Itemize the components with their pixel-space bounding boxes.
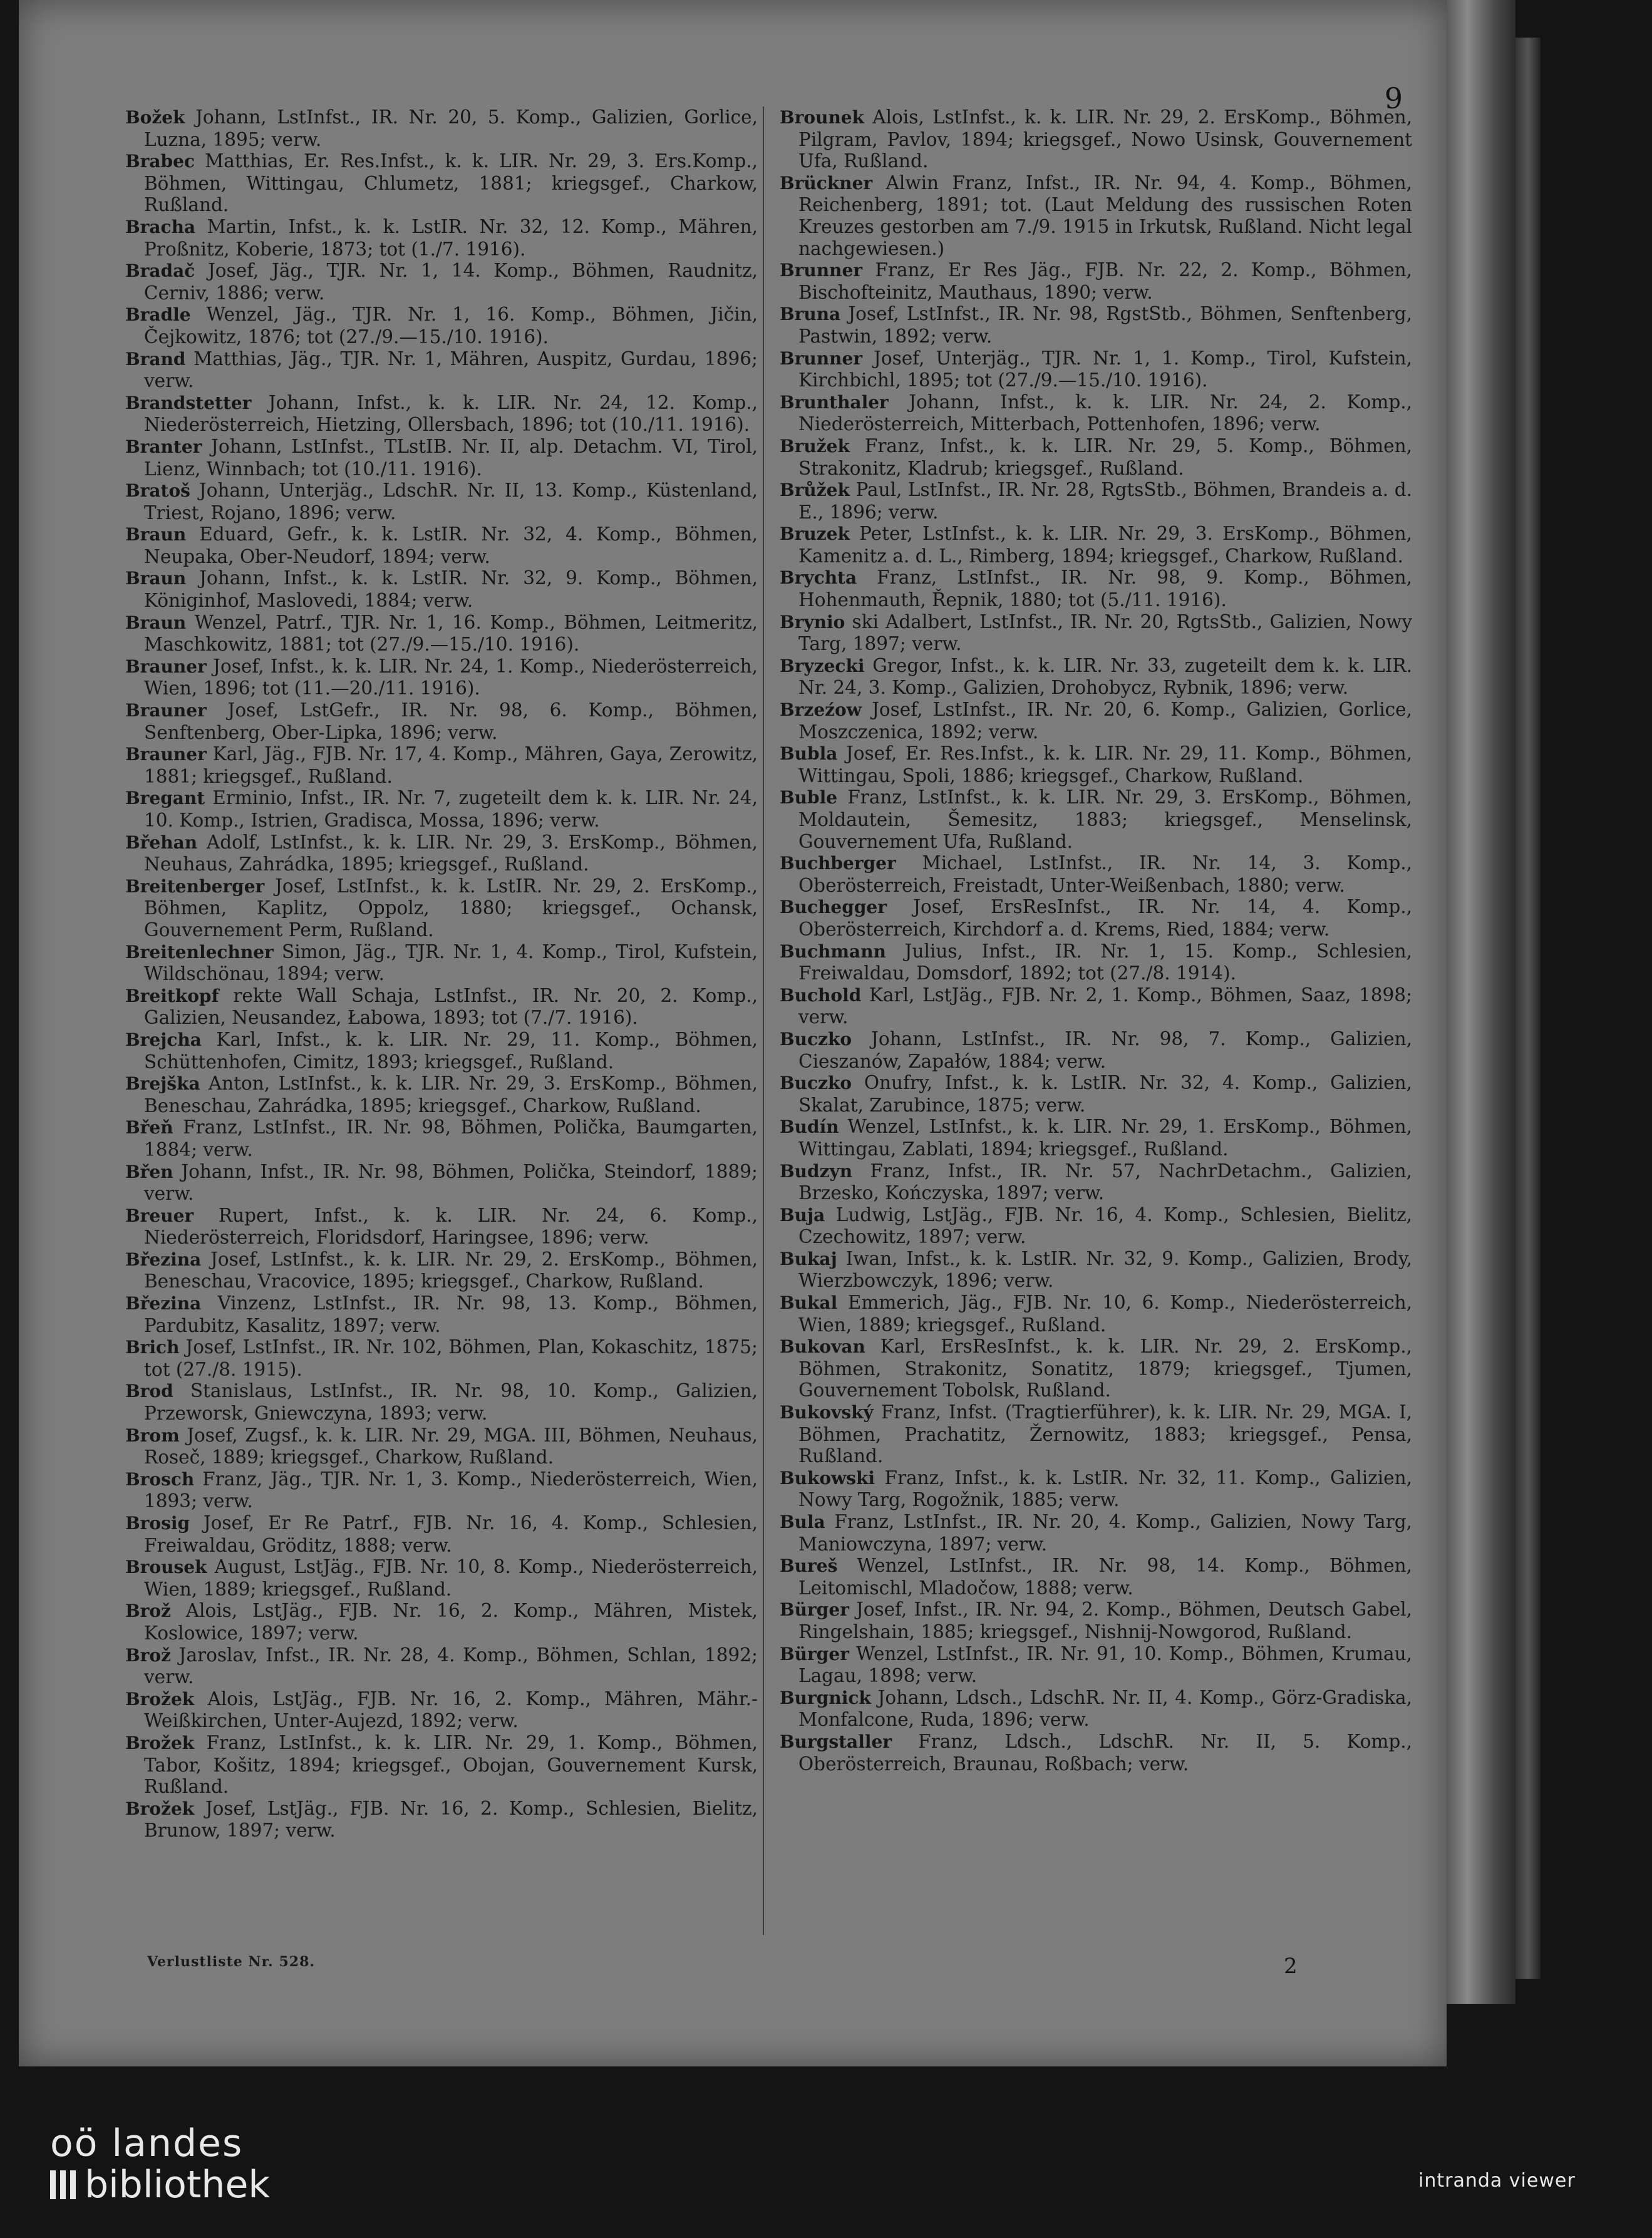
entry-details: Vinzenz, LstInfst., IR. Nr. 98, 13. Komp., Böhmen, Pardubitz, Kasalitz, 1897; verw. [144,1292,758,1336]
entry-details: Karl, ErsResInfst., k. k. LIR. Nr. 29, 2. ErsKomp., Böhmen, Strakonitz, Sonatitz, 1879; kriegsgef., Tjumen, Gouvernement Tobolsk, Rußland. [798,1336,1412,1401]
right-column [780,106,1412,1775]
entry-surname: Buchegger [780,897,887,918]
list-entry [780,172,1412,259]
entry-details: Karl, Jäg., FJB. Nr. 17, 4. Komp., Mähren, Gaya, Zerowitz, 1881; kriegsgef., Rußland. [144,743,758,787]
entry-surname: Brož [125,1644,171,1666]
list-entry [780,743,1412,786]
entry-surname: Braun [125,612,187,633]
entry-surname: Braun [125,568,187,589]
entry-details: Eduard, Gefr., k. k. LstIR. Nr. 32, 4. Komp., Böhmen, Neupaka, Ober-Neudorf, 1894; verw. [144,523,758,567]
list-entry [780,1072,1412,1116]
entry-surname: Brauner [125,656,207,677]
entry-surname: Brynio [780,611,845,632]
list-entry [125,106,758,150]
logo-line-2: bibliothek [85,2163,271,2207]
entry-surname: Brand [125,348,186,369]
entry-details: Johann, Infst., IR. Nr. 98, Böhmen, Polička, Steindorf, 1889; verw. [144,1160,758,1205]
entry-details: Jaroslav, Infst., IR. Nr. 28, 4. Komp., Böhmen, Schlan, 1892; verw. [144,1644,758,1688]
entry-surname: Bürger [780,1599,849,1621]
entry-details: Josef, Infst., IR. Nr. 94, 2. Komp., Böhmen, Deutsch Gabel, Ringelshain, 1885; kriegsgef., Nishnij-Nowgorod, Rußland. [798,1599,1412,1642]
entry-details: Josef, Unterjäg., TJR. Nr. 1, 1. Komp., Tirol, Kufstein, Kirchbichl, 1895; tot (27./9.—15./10. 1916). [798,347,1412,391]
entry-details: Josef, Er Re Patrf., FJB. Nr. 16, 4. Komp., Schlesien, Freiwaldau, Gröditz, 1888; verw. [144,1512,758,1556]
entry-surname: Brožek [125,1732,195,1753]
page-edge-shadow [1515,38,1541,1979]
entry-surname: Buchold [780,984,862,1006]
list-entry [125,1600,758,1644]
entry-surname: Breitkopf [125,985,219,1006]
list-entry [780,1467,1412,1511]
list-entry [780,391,1412,435]
entry-surname: Bradač [125,260,195,282]
entry-surname: Brožek [125,1688,195,1709]
entry-details: Josef, LstInfst., IR. Nr. 102, Böhmen, Plan, Kokaschitz, 1875; tot (27./8. 1915). [144,1336,758,1380]
list-entry [780,611,1412,655]
entry-details: Franz, Ldsch., LdschR. Nr. II, 5. Komp., Oberösterreich, Braunau, Roßbach; verw. [798,1730,1412,1775]
entry-surname: Brosch [125,1468,195,1490]
entry-details: ski Adalbert, LstInfst., IR. Nr. 20, RgtsStb., Galizien, Nowy Targ, 1897; verw. [798,611,1412,655]
entry-surname: Bradle [125,304,191,326]
entry-details: Stanislaus, LstInfst., IR. Nr. 98, 10. Komp., Galizien, Przeworsk, Gniewczyna, 1893; verw. [144,1380,758,1425]
entry-details: Wenzel, Patrf., TJR. Nr. 1, 16. Komp., Böhmen, Leitmeritz, Maschkowitz, 1881; tot (27./9.—15./10. 1916). [144,611,758,656]
page-edge [1447,0,1515,2004]
list-entry [125,699,758,743]
entry-details: Karl, Infst., k. k. LIR. Nr. 29, 11. Komp., Böhmen, Schüttenhofen, Cimitz, 1893; kriegsgef., Rußland. [144,1028,758,1073]
entry-details: Franz, Infst., IR. Nr. 57, NachrDetachm., Galizien, Brzesko, Kończyska, 1897; verw. [798,1160,1412,1204]
list-entry [125,1249,758,1292]
entry-surname: Bratoš [125,480,190,502]
entry-surname: Burgstaller [780,1731,892,1752]
entry-surname: Buczko [780,1073,852,1094]
entry-details: Johann, LstInfst., IR. Nr. 20, 5. Komp., Galizien, Gorlice, Luzna, 1895; verw. [144,106,758,150]
list-entry [125,523,758,567]
entry-details: Wenzel, LstInfst., k. k. LIR. Nr. 29, 1. ErsKomp., Böhmen, Wittingau, Zablati, 1894; kriegsgef., Rußland. [798,1116,1412,1160]
list-entry [125,832,758,875]
list-entry [125,260,758,304]
entry-surname: Brabec [125,151,195,172]
list-entry [780,1511,1412,1555]
entry-details: Josef, LstInfst., IR. Nr. 20, 6. Komp., Galizien, Gorlice, Moszczenica, 1892; verw. [798,699,1412,743]
entry-details: Matthias, Er. Res.Infst., k. k. LIR. Nr. 29, 3. Ers.Komp., Böhmen, Wittingau, Chlumetz, 1881; kriegsgef., Charkow, Rußland. [144,150,758,216]
entry-surname: Brousek [125,1557,207,1578]
entry-details: Gregor, Infst., k. k. LIR. Nr. 33, zugeteilt dem k. k. LIR. Nr. 24, 3. Komp., Galizien, Drohobycz, Rybnik, 1896; verw. [798,654,1412,699]
scanned-page [19,0,1447,2066]
entry-details: Franz, LstInfst., IR. Nr. 98, Böhmen, Polička, Baumgarten, 1884; verw. [144,1116,758,1160]
list-entry [780,1599,1412,1642]
list-entry [780,1292,1412,1336]
entry-surname: Brzeźow [780,699,862,721]
list-entry [780,1643,1412,1687]
entry-details: Peter, LstInfst., k. k. LIR. Nr. 29, 3. ErsKomp., Böhmen, Kamenitz a. d. L., Rimberg, 1894; kriegsgef., Charkow, Rußland. [798,523,1412,567]
entry-surname: Breuer [125,1205,194,1226]
list-entry [125,875,758,941]
list-entry [125,1292,758,1336]
list-entry [780,303,1412,347]
list-entry [780,567,1412,611]
list-entry [780,1336,1412,1401]
list-entry [125,787,758,831]
entry-surname: Břeň [125,1117,173,1138]
entry-surname: Bukovan [780,1336,865,1358]
entry-surname: Brunthaler [780,391,889,413]
entry-details: Julius, Infst., IR. Nr. 1, 15. Komp., Schlesien, Freiwaldau, Domsdorf, 1892; tot (27./8. 1914). [798,940,1412,984]
list-entry [125,985,758,1029]
logo-line-1: oö landes [50,2122,244,2165]
viewer-label: intranda viewer [1418,2170,1576,2192]
entry-details: Wenzel, Jäg., TJR. Nr. 1, 16. Komp., Böhmen, Jičin, Čejkowitz, 1876; tot (27./9.—15./10. 1916). [144,304,758,348]
list-entry [780,1204,1412,1248]
list-entry [780,1028,1412,1072]
entry-details: Josef, Zugsf., k. k. LIR. Nr. 29, MGA. III, Böhmen, Neuhaus, Roseč, 1889; kriegsgef., Charkow, Rußland. [144,1424,758,1468]
entry-surname: Břehan [125,832,198,853]
entry-details: Michael, LstInfst., IR. Nr. 14, 3. Komp., Oberösterreich, Freistadt, Unter-Weißenbach, 1880; verw. [798,852,1412,896]
entry-surname: Bürger [780,1643,849,1664]
logo-line-2-wrap [50,2164,270,2205]
entry-surname: Brauner [125,744,207,765]
entry-surname: Breitenberger [125,875,265,897]
entry-details: Wenzel, LstInfst., IR. Nr. 98, 14. Komp., Böhmen, Leitomischl, Mladočow, 1888; verw. [798,1555,1412,1599]
list-entry [125,348,758,392]
entry-surname: Buchmann [780,941,886,962]
entry-details: Anton, LstInfst., k. k. LIR. Nr. 29, 3. ErsKomp., Böhmen, Beneschau, Zahrádka, 1895; kriegsgef., Charkow, Rußland. [144,1073,758,1116]
entry-details: Josef, Er. Res.Infst., k. k. LIR. Nr. 29, 11. Komp., Böhmen, Wittingau, Spoli, 1886; kriegsgef., Charkow, Rußland. [798,743,1412,786]
entry-details: Alois, LstJäg., FJB. Nr. 16, 2. Komp., Mähren, Mistek, Koslowice, 1897; verw. [144,1600,758,1644]
entry-details: Josef, Jäg., TJR. Nr. 1, 14. Komp., Böhmen, Raudnitz, Cerniv, 1886; verw. [144,260,758,304]
library-logo [50,2123,270,2205]
entry-details: Josef, LstGefr., IR. Nr. 98, 6. Komp., Böhmen, Senftenberg, Ober-Lipka, 1896; verw. [144,699,758,743]
entry-surname: Bružek [780,435,850,456]
list-entry [780,984,1412,1028]
entry-details: Karl, LstJäg., FJB. Nr. 2, 1. Komp., Böhmen, Saaz, 1898; verw. [798,984,1412,1028]
entry-surname: Buble [780,787,838,808]
entry-details: Johann, Infst., k. k. LIR. Nr. 24, 12. Komp., Niederösterreich, Hietzing, Ollersbach, 1896; tot (10./11. 1916). [144,391,758,436]
entry-surname: Brožek [125,1798,195,1819]
entry-details: Franz, Infst., k. k. LIR. Nr. 29, 5. Komp., Böhmen, Strakonitz, Kladrub; kriegsgef., Rußland. [798,435,1412,479]
list-entry [780,1248,1412,1292]
list-entry [780,941,1412,984]
entry-surname: Buja [780,1204,825,1225]
entry-details: Franz, Infst. (Tragtierführer), k. k. LIR. Nr. 29, MGA. I, Böhmen, Prachatitz, Žernowitz, 1883; kriegsgef., Pensa, Rußland. [798,1401,1412,1467]
entry-details: Iwan, Infst., k. k. LstIR. Nr. 32, 9. Komp., Galizien, Brody, Wierzbowczyk, 1896; verw. [798,1247,1412,1292]
entry-surname: Brich [125,1337,180,1358]
entry-surname: Burgnick [780,1687,871,1708]
list-entry [125,1468,758,1512]
list-entry [125,1205,758,1249]
entry-surname: Bracha [125,216,196,237]
list-entry [780,699,1412,743]
list-entry [125,1512,758,1556]
list-entry [780,1160,1412,1204]
entry-details: Josef, LstInfst., k. k. LIR. Nr. 29, 2. ErsKomp., Böhmen, Beneschau, Vracovice, 1895; kriegsgef., Charkow, Rußland. [144,1248,758,1292]
entry-surname: Brunner [780,260,863,281]
entry-surname: Bubla [780,743,838,765]
entry-surname: Bukowski [780,1467,875,1488]
list-entry [125,1116,758,1160]
entry-surname: Brückner [780,172,873,193]
entry-details: Franz, LstInfst., k. k. LIR. Nr. 29, 3. ErsKomp., Böhmen, Moldautein, Šemesitz, 1883; kriegsgef., Menselinsk, Gouvernement Ufa, Rußland. [798,786,1412,852]
entry-details: rekte Wall Schaja, LstInfst., IR. Nr. 20, 2. Komp., Galizien, Neusandez, Łabowa, 1893; tot (7./7. 1916). [144,984,758,1029]
entry-surname: Bryzecki [780,655,865,676]
entry-details: Josef, LstJäg., FJB. Nr. 16, 2. Komp., Schlesien, Bielitz, Brunow, 1897; verw. [144,1797,758,1842]
list-entry [780,1401,1412,1467]
list-entry [125,480,758,523]
list-entry [780,786,1412,852]
entry-details: Wenzel, LstInfst., IR. Nr. 91, 10. Komp., Böhmen, Krumau, Lagau, 1898; verw. [798,1642,1412,1687]
entry-details: Onufry, Infst., k. k. LstIR. Nr. 32, 4. Komp., Galizien, Skalat, Zarubince, 1875; verw. [798,1072,1412,1116]
list-entry [125,150,758,216]
list-entry [125,1161,758,1205]
list-entry [125,743,758,787]
left-column [125,106,758,1842]
entry-surname: Bregant [125,788,205,809]
entry-surname: Brunner [780,348,863,369]
list-entry [780,1555,1412,1599]
entry-details: Franz, LstInfst., IR. Nr. 20, 4. Komp., Galizien, Nowy Targ, Maniowczyna, 1897; verw. [798,1511,1412,1555]
entry-surname: Bula [780,1512,825,1532]
entry-details: Franz, LstInfst., IR. Nr. 98, 9. Komp., Böhmen, Hohenmauth, Řepnik, 1880; tot (5./11. 1916). [798,567,1412,611]
entry-details: Johann, LstInfst., IR. Nr. 98, 7. Komp., Galizien, Cieszanów, Zapałów, 1884; verw. [798,1028,1412,1072]
list-entry [125,436,758,480]
entry-details: Ludwig, LstJäg., FJB. Nr. 16, 4. Komp., Schlesien, Bielitz, Czechowitz, 1897; verw. [798,1204,1412,1248]
entry-surname: Božek [125,107,185,128]
entry-details: Franz, Jäg., TJR. Nr. 1, 3. Komp., Niederösterreich, Wien, 1893; verw. [144,1468,758,1512]
list-entry [780,852,1412,896]
entry-details: Franz, Infst., k. k. LstIR. Nr. 32, 11. Komp., Galizien, Nowy Targ, Rogožnik, 1885; verw. [798,1467,1412,1511]
entry-surname: Bruzek [780,523,850,545]
list-entry [780,655,1412,699]
list-entry [125,656,758,699]
entry-details: Erminio, Infst., IR. Nr. 7, zugeteilt dem k. k. LIR. Nr. 24, 10. Komp., Istrien, Gradisca, Mossa, 1896; verw. [144,787,758,831]
entry-surname: Brom [125,1425,180,1446]
list-entry [125,392,758,436]
entry-details: Matthias, Jäg., TJR. Nr. 1, Mähren, Auspitz, Gurdau, 1896; verw. [144,348,758,392]
entry-surname: Brůžek [780,480,850,501]
entry-surname: Buczko [780,1028,852,1049]
entry-details: Josef, ErsResInfst., IR. Nr. 14, 4. Komp., Oberösterreich, Kirchdorf a. d. Krems, Ried, 1884; verw. [798,896,1412,940]
entry-details: Martin, Infst., k. k. LstIR. Nr. 32, 12. Komp., Mähren, Proßnitz, Koberie, 1873; tot (1./7. 1916). [144,215,758,260]
list-entry [780,435,1412,479]
entry-surname: Buchberger [780,853,896,874]
entry-surname: Breitenlechner [125,941,274,962]
list-entry [125,1644,758,1688]
column-divider [763,106,764,1935]
list-entry [125,567,758,611]
list-entry [125,941,758,985]
entry-surname: Bruna [780,304,841,325]
entry-details: Adolf, LstInfst., k. k. LIR. Nr. 29, 3. ErsKomp., Böhmen, Neuhaus, Zahrádka, 1895; kriegsgef., Rußland. [144,831,758,875]
entry-surname: Bukovský [780,1402,874,1423]
list-entry [125,1029,758,1073]
entry-details: Johann, Infst., k. k. LstIR. Nr. 32, 9. Komp., Böhmen, Königinhof, Maslovedi, 1884; verw. [144,567,758,612]
page-number: 9 [1384,81,1403,115]
list-entry [780,259,1412,303]
entry-details: Franz, Er Res Jäg., FJB. Nr. 22, 2. Komp., Böhmen, Bischofteinitz, Mauthaus, 1890; verw. [798,259,1412,303]
entry-details: Franz, LstInfst., k. k. LIR. Nr. 29, 1. Komp., Böhmen, Tabor, Košitz, 1894; kriegsgef., Obojan, Gouvernement Kursk, Rußland. [144,1731,758,1798]
entry-details: Simon, Jäg., TJR. Nr. 1, 4. Komp., Tirol, Kufstein, Wildschönau, 1894; verw. [144,941,758,985]
entry-details: Johann, LstInfst., TLstIB. Nr. II, alp. Detachm. VI, Tirol, Lienz, Winnbach; tot (10./11. 1916). [144,435,758,480]
list-entry [125,1336,758,1380]
entry-surname: Brejška [125,1073,200,1095]
entry-details: Josef, LstInfst., IR. Nr. 98, RgstStb., Böhmen, Senftenberg, Pastwin, 1892; verw. [798,303,1412,347]
logo-bars-icon [50,2170,76,2199]
list-entry [125,1073,758,1116]
entry-details: Paul, LstInfst., IR. Nr. 28, RgtsStb., Böhmen, Brandeis a. d. E., 1896; verw. [798,479,1412,523]
list-entry [125,216,758,260]
list-entry [125,1732,758,1798]
entry-surname: Budzyn [780,1160,853,1182]
entry-details: Johann, Ldsch., LdschR. Nr. II, 4. Komp., Görz-Gradiska, Monfalcone, Ruda, 1896; verw. [798,1686,1412,1731]
list-entry [125,1556,758,1600]
entry-surname: Brandstetter [125,392,252,413]
entry-details: Johann, Unterjäg., LdschR. Nr. II, 13. Komp., Küstenland, Triest, Rojano, 1896; verw. [144,480,758,523]
entry-surname: Braun [125,524,187,545]
entry-surname: Břen [125,1161,173,1182]
footer-signature-number: 2 [1284,1954,1298,1979]
list-entry [125,1798,758,1842]
entry-surname: Brychta [780,567,857,589]
entry-surname: Brejcha [125,1029,202,1050]
entry-surname: Brosig [125,1513,190,1534]
entry-details: Josef, Infst., k. k. LIR. Nr. 24, 1. Komp., Niederösterreich, Wien, 1896; tot (11.—20./11. 1916). [144,655,758,699]
list-entry [780,1687,1412,1731]
entry-details: Alwin Franz, Infst., IR. Nr. 94, 4. Komp., Böhmen, Reichenberg, 1891; tot. (Laut Meldung des russischen Roten Kreuzes gestorben am 7./9. 1915 in Irkutsk, Rußland. Nicht legal nachgewiesen.) [798,172,1412,259]
list-entry [125,304,758,348]
entry-surname: Bukal [780,1292,838,1314]
list-entry [780,523,1412,567]
entry-details: Johann, Infst., k. k. LIR. Nr. 24, 2. Komp., Niederösterreich, Mitterbach, Pottenhofen, 1896; verw. [798,391,1412,435]
entry-surname: Březina [125,1293,202,1314]
list-entry [780,896,1412,940]
entry-details: August, LstJäg., FJB. Nr. 10, 8. Komp., Niederösterreich, Wien, 1889; kriegsgef., Rußland. [144,1556,758,1600]
list-entry [780,348,1412,391]
entry-surname: Brauner [125,700,207,721]
entry-details: Alois, LstJäg., FJB. Nr. 16, 2. Komp., Mähren, Mähr.-Weißkirchen, Unter-Aujezd, 1892; verw. [144,1688,758,1732]
entry-surname: Brounek [780,107,865,128]
entry-surname: Branter [125,436,202,457]
entry-surname: Budín [780,1116,839,1138]
list-entry [125,1688,758,1732]
list-entry [780,1116,1412,1160]
list-entry [780,106,1412,172]
list-entry [125,1425,758,1468]
entry-surname: Bureš [780,1555,838,1577]
entry-surname: Březina [125,1249,202,1270]
entry-surname: Bukaj [780,1248,837,1269]
entry-surname: Brod [125,1381,173,1402]
list-entry [125,612,758,656]
entry-details: Emmerich, Jäg., FJB. Nr. 10, 6. Komp., Niederösterreich, Wien, 1889; kriegsgef., Rußland. [798,1292,1412,1336]
list-entry [780,479,1412,523]
entry-details: Alois, LstInfst., k. k. LIR. Nr. 29, 2. ErsKomp., Böhmen, Pilgram, Pavlov, 1894; kriegsgef., Nowo Usinsk, Gouvernement Ufa, Rußland. [798,106,1412,172]
entry-details: Rupert, Infst., k. k. LIR. Nr. 24, 6. Komp., Niederösterreich, Floridsdorf, Haringsee, 1896; verw. [144,1204,758,1249]
entry-details: Josef, LstInfst., k. k. LstIR. Nr. 29, 2. ErsKomp., Böhmen, Kaplitz, Oppolz, 1880; kriegsgef., Ochansk, Gouvernement Perm, Rußland. [144,875,758,941]
list-entry [780,1731,1412,1775]
list-entry [125,1380,758,1424]
entry-surname: Brož [125,1601,171,1622]
footer-list-number: Verlustliste Nr. 528. [147,1954,316,1970]
